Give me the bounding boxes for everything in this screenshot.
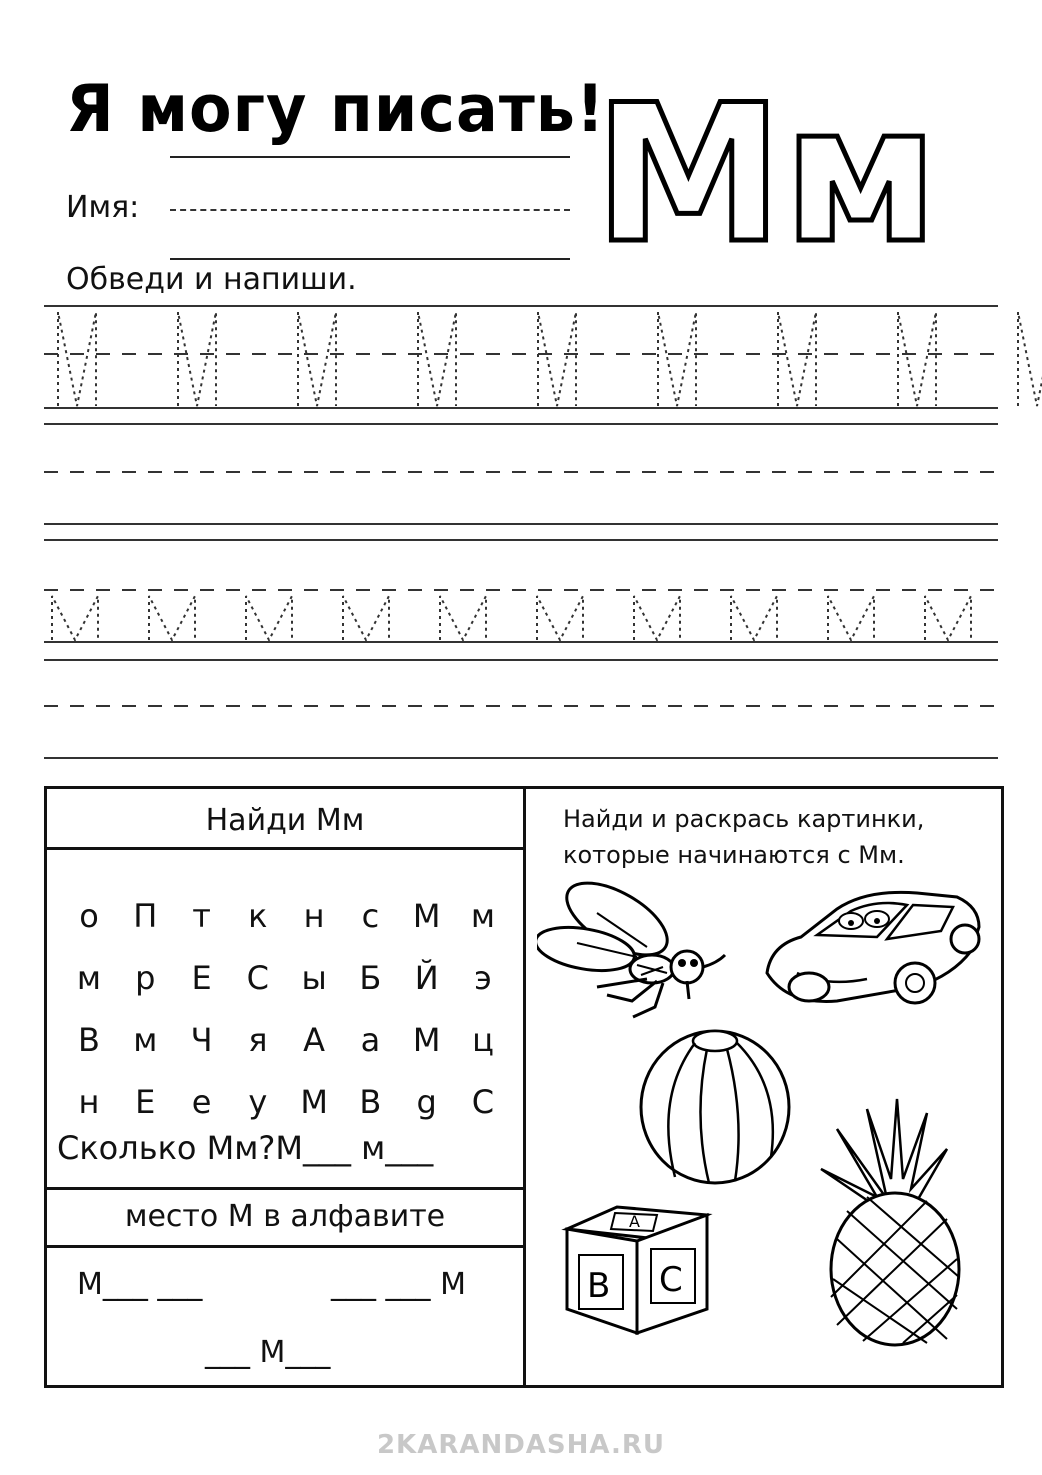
letter-grid-row <box>61 1009 511 1071</box>
grid-letter[interactable]: м <box>76 959 102 997</box>
name-line[interactable] <box>170 258 570 260</box>
alphabet-line1-right[interactable]: ___ ___ М <box>331 1267 466 1302</box>
block-letter-a: A <box>629 1212 640 1231</box>
block-letter-b: B <box>587 1266 611 1306</box>
traced-uppercase-m <box>418 312 456 406</box>
trace-instruction: Обведи и напиши. <box>66 262 357 297</box>
traced-lowercase-m <box>343 596 389 640</box>
traced-uppercase-m <box>58 312 96 406</box>
big-letter-outline <box>590 82 1000 262</box>
traced-lowercase-m <box>537 596 583 640</box>
grid-letter[interactable]: а <box>360 1021 381 1059</box>
grid-letter[interactable]: В <box>78 1021 100 1059</box>
grid-letter[interactable]: Е <box>135 1083 156 1121</box>
grid-letter[interactable]: ц <box>472 1021 494 1059</box>
car-picture[interactable] <box>757 883 987 1023</box>
letter-grid <box>61 885 511 1133</box>
grid-letter[interactable]: у <box>248 1083 268 1121</box>
page-title: Я могу писать! <box>66 70 606 147</box>
exercise-box <box>44 786 1004 1388</box>
alphabet-title: место М в алфавите <box>124 1199 446 1234</box>
title-underline <box>170 156 570 158</box>
alphabet-divider-top <box>47 1187 523 1190</box>
letter-grid-row <box>61 1071 511 1133</box>
grid-letter[interactable]: П <box>133 897 158 935</box>
traced-lowercase-m <box>149 596 195 640</box>
grid-letter[interactable]: я <box>248 1021 268 1059</box>
name-label: Имя: <box>66 190 140 225</box>
traced-lowercase-m <box>731 596 777 640</box>
big-letter-text: Mм <box>594 82 939 262</box>
traced-lowercase-m <box>246 596 292 640</box>
traced-lowercase-m <box>440 596 486 640</box>
grid-letter[interactable]: С <box>246 959 270 997</box>
block-letter-c: C <box>659 1260 683 1300</box>
traced-uppercase-m <box>1018 312 1042 406</box>
traced-uppercase-m <box>298 312 336 406</box>
pictures-instruction-line2: которые начинаются с Мм. <box>563 841 905 869</box>
grid-letter[interactable]: А <box>303 1021 326 1059</box>
grid-letter[interactable]: с <box>361 897 380 935</box>
grid-letter[interactable]: Е <box>191 959 212 997</box>
grid-letter[interactable]: В <box>359 1083 382 1121</box>
grid-letter[interactable]: т <box>192 897 211 935</box>
grid-letter[interactable]: м <box>133 1021 158 1059</box>
grid-letter[interactable]: М <box>300 1083 328 1121</box>
traced-uppercase-m <box>538 312 576 406</box>
grid-letter[interactable]: е <box>191 1083 212 1121</box>
grid-letter[interactable]: С <box>471 1083 495 1121</box>
traced-lowercase-m <box>925 596 971 640</box>
grid-letter[interactable]: э <box>474 959 492 997</box>
traced-uppercase-m <box>178 312 216 406</box>
grid-letter[interactable]: М <box>412 897 441 935</box>
traced-uppercase-m <box>898 312 936 406</box>
grid-letter[interactable]: Й <box>414 959 439 997</box>
grid-letter[interactable]: к <box>248 897 268 935</box>
ball-picture[interactable] <box>635 1027 795 1187</box>
grid-letter[interactable]: н <box>78 1083 100 1121</box>
pictures-instruction <box>563 801 924 873</box>
traced-lowercase-m <box>634 596 680 640</box>
grid-letter[interactable]: g <box>416 1083 437 1121</box>
find-title: Найди Мм <box>205 803 365 838</box>
fly-picture[interactable] <box>537 877 737 1027</box>
grid-letter[interactable]: о <box>79 897 99 935</box>
traced-lowercase-m <box>52 596 98 640</box>
count-prompt: Сколько Мм?М___ м___ <box>57 1129 434 1167</box>
letter-grid-row <box>61 885 511 947</box>
grid-letter[interactable]: н <box>303 897 325 935</box>
alphabet-line1-left[interactable]: М___ ___ <box>77 1267 203 1302</box>
grid-letter[interactable]: р <box>135 959 156 997</box>
grid-letter[interactable]: м <box>470 897 496 935</box>
handwriting-lines[interactable] <box>0 290 1042 770</box>
grid-letter[interactable]: М <box>412 1021 441 1059</box>
grid-letter[interactable]: Б <box>359 959 382 997</box>
find-letter-panel <box>47 789 526 1385</box>
name-dash-line <box>170 209 570 211</box>
alphabet-divider-bottom <box>47 1245 523 1248</box>
traced-lowercase-m <box>828 596 874 640</box>
grid-letter[interactable]: Ч <box>190 1021 213 1059</box>
alphabet-line2[interactable]: ___ М___ <box>205 1335 331 1370</box>
traced-uppercase-m <box>778 312 816 406</box>
traced-uppercase-m <box>658 312 696 406</box>
pineapple-picture[interactable] <box>807 1089 977 1349</box>
grid-letter[interactable]: ы <box>301 959 327 997</box>
watermark: 2KARANDASHA.RU <box>376 1430 666 1460</box>
abc-block-picture[interactable] <box>557 1199 717 1339</box>
letter-grid-row <box>61 947 511 1009</box>
find-divider <box>47 847 523 850</box>
pictures-instruction-line1: Найди и раскрась картинки, <box>563 805 925 833</box>
